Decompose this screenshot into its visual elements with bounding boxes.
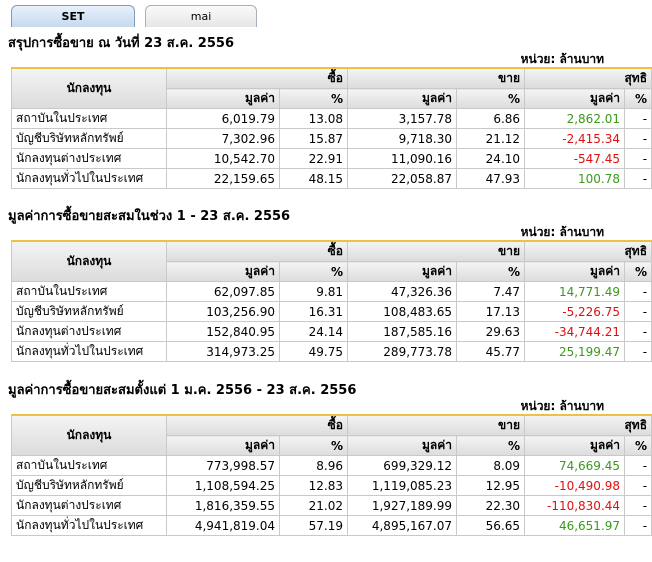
- table-row: [12, 516, 652, 536]
- header-buy-value: มูลค่า: [167, 262, 280, 282]
- buy-value: 103,256.90: [167, 302, 280, 322]
- header-sell-value: มูลค่า: [348, 262, 457, 282]
- tab-set[interactable]: SET: [11, 5, 135, 27]
- buy-value: 4,941,819.04: [167, 516, 280, 536]
- net-value: -110,830.44: [525, 496, 625, 516]
- net-value: 46,651.97: [525, 516, 625, 536]
- buy-value: 62,097.85: [167, 282, 280, 302]
- buy-value: 22,159.65: [167, 169, 280, 189]
- investor-name: นักลงทุนต่างประเทศ: [12, 149, 167, 169]
- net-value: 2,862.01: [525, 109, 625, 129]
- buy-percent: 8.96: [280, 456, 348, 476]
- header-sell: ขาย: [348, 68, 525, 89]
- unit-label: หน่วย: ล้านบาท: [520, 52, 604, 66]
- sell-value: 289,773.78: [348, 342, 457, 362]
- net-value: -10,490.98: [525, 476, 625, 496]
- investor-table: [11, 67, 652, 189]
- buy-value: 773,998.57: [167, 456, 280, 476]
- net-percent: -: [625, 149, 652, 169]
- header-investor: นักลงทุน: [12, 241, 167, 282]
- table-row: [12, 282, 652, 302]
- net-value: -34,744.21: [525, 322, 625, 342]
- buy-percent: 24.14: [280, 322, 348, 342]
- table-row: [12, 129, 652, 149]
- header-sell-percent: %: [457, 436, 525, 456]
- buy-percent: 15.87: [280, 129, 348, 149]
- net-percent: -: [625, 109, 652, 129]
- header-buy: ซื้อ: [167, 68, 348, 89]
- section-title: สรุปการซื้อขาย ณ วันที่ 23 ส.ค. 2556: [8, 36, 234, 51]
- buy-percent: 21.02: [280, 496, 348, 516]
- buy-percent: 48.15: [280, 169, 348, 189]
- net-value: 100.78: [525, 169, 625, 189]
- table-row: [12, 109, 652, 129]
- header-net-value: มูลค่า: [525, 89, 625, 109]
- header-buy-percent: %: [280, 262, 348, 282]
- net-value: -547.45: [525, 149, 625, 169]
- buy-value: 7,302.96: [167, 129, 280, 149]
- buy-value: 6,019.79: [167, 109, 280, 129]
- sell-value: 9,718.30: [348, 129, 457, 149]
- sell-value: 4,895,167.07: [348, 516, 457, 536]
- net-percent: -: [625, 516, 652, 536]
- header-net: สุทธิ: [525, 241, 652, 262]
- net-percent: -: [625, 476, 652, 496]
- investor-name: สถาบันในประเทศ: [12, 109, 167, 129]
- header-sell: ขาย: [348, 241, 525, 262]
- investor-name: บัญชีบริษัทหลักทรัพย์: [12, 476, 167, 496]
- header-net-value: มูลค่า: [525, 262, 625, 282]
- sell-value: 3,157.78: [348, 109, 457, 129]
- net-percent: -: [625, 302, 652, 322]
- net-percent: -: [625, 456, 652, 476]
- header-net-value: มูลค่า: [525, 436, 625, 456]
- sell-percent: 17.13: [457, 302, 525, 322]
- investor-name: สถาบันในประเทศ: [12, 456, 167, 476]
- buy-percent: 16.31: [280, 302, 348, 322]
- section-title: มูลค่าการซื้อขายสะสมในช่วง 1 - 23 ส.ค. 2556: [8, 209, 291, 224]
- sell-value: 11,090.16: [348, 149, 457, 169]
- buy-percent: 12.83: [280, 476, 348, 496]
- net-value: -5,226.75: [525, 302, 625, 322]
- header-net: สุทธิ: [525, 415, 652, 436]
- table-row: [12, 496, 652, 516]
- buy-percent: 13.08: [280, 109, 348, 129]
- sell-percent: 21.12: [457, 129, 525, 149]
- header-buy-percent: %: [280, 89, 348, 109]
- header-buy-value: มูลค่า: [167, 436, 280, 456]
- net-percent: -: [625, 322, 652, 342]
- table-row: [12, 302, 652, 322]
- buy-percent: 57.19: [280, 516, 348, 536]
- buy-percent: 9.81: [280, 282, 348, 302]
- sell-percent: 24.10: [457, 149, 525, 169]
- sell-value: 1,119,085.23: [348, 476, 457, 496]
- buy-value: 1,816,359.55: [167, 496, 280, 516]
- net-value: 25,199.47: [525, 342, 625, 362]
- header-sell: ขาย: [348, 415, 525, 436]
- header-buy: ซื้อ: [167, 415, 348, 436]
- table-row: [12, 169, 652, 189]
- sell-percent: 7.47: [457, 282, 525, 302]
- sell-percent: 6.86: [457, 109, 525, 129]
- buy-value: 1,108,594.25: [167, 476, 280, 496]
- buy-value: 314,973.25: [167, 342, 280, 362]
- investor-table: [11, 414, 652, 536]
- investor-name: นักลงทุนทั่วไปในประเทศ: [12, 516, 167, 536]
- header-sell-percent: %: [457, 262, 525, 282]
- investor-name: นักลงทุนทั่วไปในประเทศ: [12, 169, 167, 189]
- sell-value: 699,329.12: [348, 456, 457, 476]
- sell-value: 187,585.16: [348, 322, 457, 342]
- tab-mai[interactable]: mai: [145, 5, 257, 27]
- net-percent: -: [625, 496, 652, 516]
- sell-percent: 8.09: [457, 456, 525, 476]
- sell-percent: 47.93: [457, 169, 525, 189]
- header-investor: นักลงทุน: [12, 68, 167, 109]
- table-row: [12, 322, 652, 342]
- header-investor: นักลงทุน: [12, 415, 167, 456]
- sell-value: 47,326.36: [348, 282, 457, 302]
- sell-percent: 12.95: [457, 476, 525, 496]
- net-value: -2,415.34: [525, 129, 625, 149]
- table-row: [12, 149, 652, 169]
- investor-name: สถาบันในประเทศ: [12, 282, 167, 302]
- investor-table: [11, 240, 652, 362]
- net-percent: -: [625, 129, 652, 149]
- header-net-percent: %: [625, 262, 652, 282]
- sell-percent: 22.30: [457, 496, 525, 516]
- unit-label: หน่วย: ล้านบาท: [520, 399, 604, 413]
- header-sell-value: มูลค่า: [348, 436, 457, 456]
- buy-value: 152,840.95: [167, 322, 280, 342]
- header-sell-value: มูลค่า: [348, 89, 457, 109]
- net-percent: -: [625, 342, 652, 362]
- sell-percent: 56.65: [457, 516, 525, 536]
- net-value: 14,771.49: [525, 282, 625, 302]
- sell-value: 1,927,189.99: [348, 496, 457, 516]
- investor-name: นักลงทุนต่างประเทศ: [12, 322, 167, 342]
- header-buy-percent: %: [280, 436, 348, 456]
- sell-value: 22,058.87: [348, 169, 457, 189]
- header-net-percent: %: [625, 436, 652, 456]
- table-row: [12, 476, 652, 496]
- table-row: [12, 342, 652, 362]
- buy-value: 10,542.70: [167, 149, 280, 169]
- investor-name: บัญชีบริษัทหลักทรัพย์: [12, 302, 167, 322]
- sell-percent: 29.63: [457, 322, 525, 342]
- section-title: มูลค่าการซื้อขายสะสมตั้งแต่ 1 ม.ค. 2556 - 23 ส.ค. 2556: [8, 383, 357, 398]
- net-percent: -: [625, 282, 652, 302]
- net-value: 74,669.45: [525, 456, 625, 476]
- header-net-percent: %: [625, 89, 652, 109]
- header-buy: ซื้อ: [167, 241, 348, 262]
- table-row: [12, 456, 652, 476]
- sell-percent: 45.77: [457, 342, 525, 362]
- investor-name: นักลงทุนทั่วไปในประเทศ: [12, 342, 167, 362]
- header-buy-value: มูลค่า: [167, 89, 280, 109]
- investor-name: นักลงทุนต่างประเทศ: [12, 496, 167, 516]
- buy-percent: 22.91: [280, 149, 348, 169]
- unit-label: หน่วย: ล้านบาท: [520, 225, 604, 239]
- investor-name: บัญชีบริษัทหลักทรัพย์: [12, 129, 167, 149]
- header-sell-percent: %: [457, 89, 525, 109]
- net-percent: -: [625, 169, 652, 189]
- buy-percent: 49.75: [280, 342, 348, 362]
- header-net: สุทธิ: [525, 68, 652, 89]
- sell-value: 108,483.65: [348, 302, 457, 322]
